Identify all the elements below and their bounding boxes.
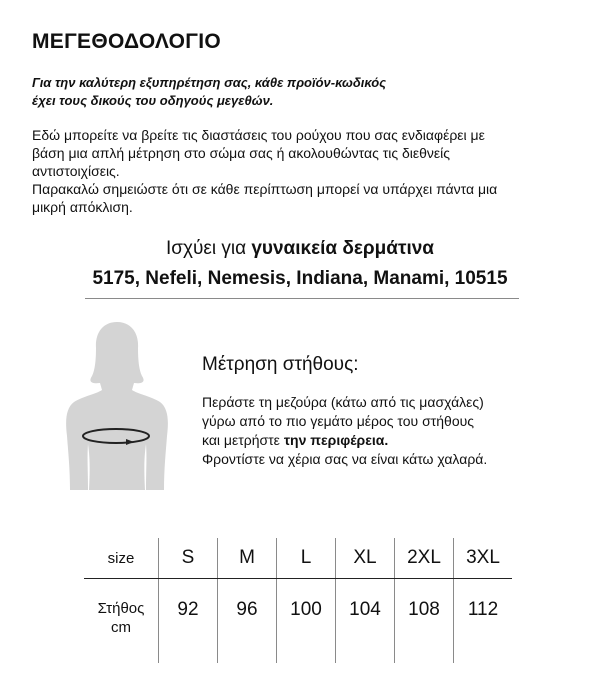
applies-to	[0, 238, 600, 260]
intro-line: έχει τους δικούς του οδηγούς μεγεθών.	[32, 93, 274, 108]
applies-models: 5175, Nefeli, Nemesis, Indiana, Manami, 10515	[92, 268, 508, 289]
size-cell: L	[277, 538, 336, 579]
description-line: βάση μια απλή μέτρηση στο σώμα σας ή ακολουθώντας τις διεθνείς	[32, 145, 451, 161]
size-header-label: size	[84, 538, 159, 579]
description	[32, 126, 572, 216]
instruction-line: Φροντίστε να χέρια σας να είναι κάτω χαλαρά.	[202, 451, 488, 467]
size-header-row	[84, 538, 512, 579]
page-title: ΜΕΓΕΘΟΔΟΛΟΓΙΟ	[32, 30, 222, 53]
silhouette-shape	[66, 322, 168, 490]
instruction-line	[202, 431, 487, 450]
chest-value-cell: 108	[395, 579, 454, 664]
chest-value-cell: 92	[159, 579, 218, 664]
instruction-line: Περάστε τη μεζούρα (κάτω από τις μασχάλες)	[202, 394, 484, 410]
chest-value-cell: 100	[277, 579, 336, 664]
intro-note	[32, 74, 386, 110]
description-line: μικρή απόκλιση.	[32, 199, 133, 215]
instruction-emphasis: την περιφέρεια.	[283, 432, 389, 448]
size-cell: S	[159, 538, 218, 579]
description-line: Εδώ μπορείτε να βρείτε τις διαστάσεις του ρούχου που σας ενδιαφέρει με	[32, 127, 485, 143]
chest-value-cell: 112	[467, 599, 499, 620]
chest-value-cell: 104	[336, 579, 395, 664]
unit-label: cm	[111, 619, 131, 636]
size-cell: 2XL	[395, 538, 454, 579]
chest-row-label	[84, 579, 159, 664]
size-cell: XL	[336, 538, 395, 579]
intro-line: Για την καλύτερη εξυπηρέτηση σας, κάθε προϊόν-κωδικός	[32, 75, 387, 90]
applies-prefix: Ισχύει για	[166, 238, 252, 259]
chest-row	[84, 579, 512, 664]
instruction-text: και μετρήστε	[202, 432, 284, 448]
divider	[85, 298, 519, 299]
body-silhouette	[62, 320, 172, 502]
description-line: αντιστοιχίσεις.	[32, 163, 120, 179]
size-table	[84, 538, 512, 663]
chest-value-cell: 96	[218, 579, 277, 664]
measurement-instructions	[202, 393, 487, 469]
measurement-title: Μέτρηση στήθους:	[202, 354, 359, 375]
size-cell: M	[218, 538, 277, 579]
applies-category: γυναικεία δερμάτινα	[251, 238, 434, 259]
instruction-line: γύρω από το πιο γεμάτο μέρος του στήθους	[202, 413, 475, 429]
chest-label: Στήθος	[97, 600, 145, 617]
size-cell: 3XL	[454, 538, 513, 579]
description-line: Παρακαλώ σημειώστε ότι σε κάθε περίπτωση μπορεί να υπάρχει πάντα μια	[32, 181, 498, 197]
